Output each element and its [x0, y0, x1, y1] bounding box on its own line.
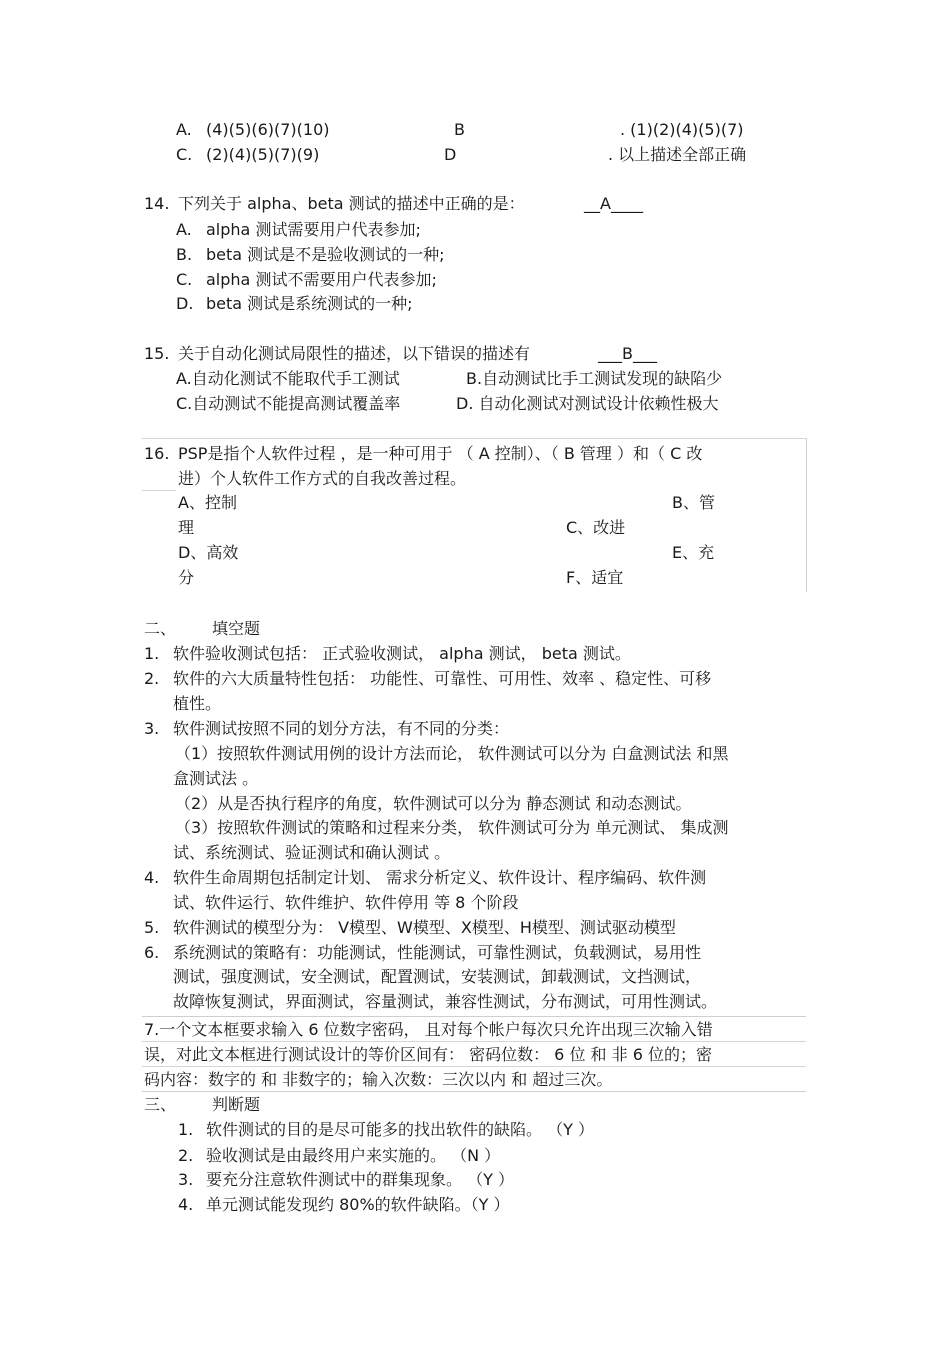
option-b: B.自动测试比手工测试发现的缺陷少: [466, 369, 723, 388]
item-text: 软件验收测试包括： 正式验收测试， alpha 测试， beta 测试。: [173, 644, 631, 663]
item-7-line-2: 误，对此文本框进行测试设计的等价区间有： 密码位数： 6 位 和 非 6 位的；密: [144, 1045, 712, 1064]
option-a: A.自动化测试不能取代手工测试: [176, 369, 400, 388]
item-text: （2）从是否执行程序的角度，软件测试可以分为 静态测试 和动态测试。: [175, 794, 692, 813]
option-text: alpha 测试不需要用户代表参加;: [206, 270, 437, 289]
item-7-line-3: 码内容：数字的 和 非数字的；输入次数：三次以内 和 超过三次。: [144, 1070, 613, 1089]
divider: [142, 1066, 806, 1067]
option-text-a: (4)(5)(6)(7)(10): [206, 120, 330, 139]
option-letter-d: D: [444, 145, 457, 164]
question-stem: 关于自动化测试局限性的描述，以下错误的描述有: [178, 344, 531, 363]
question-number: 16.: [144, 444, 170, 463]
item-number: 6.: [144, 943, 160, 962]
item-number: 2.: [178, 1146, 194, 1165]
option-b-continued: 理: [178, 518, 195, 537]
item-text: （3）按照软件测试的策略和过程来分类， 软件测试可分为 单元测试、 集成测: [175, 818, 729, 837]
question-stem: 下列关于 alpha、beta 测试的描述中正确的是：: [178, 194, 525, 213]
item-text: 验收测试是由最终用户来实施的。 （N ）: [206, 1146, 501, 1165]
option-letter-b: B: [454, 120, 465, 139]
option-b: B、管: [672, 493, 715, 512]
answer-blank: __A____: [584, 194, 643, 213]
item-number: 2.: [144, 669, 160, 688]
item-text: 软件的六大质量特性包括： 功能性、可靠性、可用性、效率 、稳定性、可移: [173, 669, 712, 688]
option-e-continued: 分: [178, 568, 195, 587]
option-d: D. 自动化测试对测试设计依赖性极大: [456, 394, 719, 413]
section-heading: 填空题: [212, 619, 261, 638]
item-text: 试、软件运行、软件维护、软件停用 等 8 个阶段: [173, 893, 519, 912]
option-text: beta 测试是系统测试的一种;: [206, 294, 413, 313]
item-text: 测试，强度测试，安全测试，配置测试，安装测试，卸载测试，文挡测试，: [173, 967, 702, 986]
item-text: 单元测试能发现约 80%的软件缺陷。（Y ）: [206, 1195, 510, 1214]
option-letter: A.: [176, 220, 192, 239]
question-number: 14.: [144, 194, 170, 213]
question-stem-line-1: PSP是指个人软件过程 ，是一种可用于 （ A 控制）、（ B 管理 ）和（ C 改: [178, 444, 703, 463]
option-text-d: . 以上描述全部正确: [608, 145, 747, 164]
item-number: 1.: [178, 1120, 194, 1139]
option-letter: C.: [176, 270, 193, 289]
answer-blank: ___B___: [598, 344, 657, 363]
item-text: 试、系统测试、验证测试和确认测试 。: [173, 843, 451, 862]
question-number: 15.: [144, 344, 170, 363]
item-text: 软件测试按照不同的划分方法，有不同的分类：: [173, 719, 510, 738]
option-text: alpha 测试需要用户代表参加;: [206, 220, 421, 239]
item-text: 盒测试法 。: [173, 769, 259, 788]
option-a: A、控制: [178, 493, 237, 512]
section-heading: 判断题: [212, 1095, 261, 1114]
question-stem-line-2: 进）个人软件工作方式的自我改善过程。: [178, 469, 467, 488]
option-text-b: . (1)(2)(4)(5)(7): [620, 120, 744, 139]
option-text-c: (2)(4)(5)(7)(9): [206, 145, 320, 164]
item-text: 软件测试的模型分为： V模型、W模型、X模型、H模型、测试驱动模型: [173, 918, 676, 937]
item-number: 5.: [144, 918, 160, 937]
option-letter: B.: [176, 245, 193, 264]
option-c: C、改进: [566, 518, 626, 537]
item-number: 4.: [178, 1195, 194, 1214]
item-number: 4.: [144, 868, 160, 887]
section-heading-number: 三、: [144, 1095, 177, 1114]
option-letter: D.: [176, 294, 194, 313]
item-text: 要充分注意软件测试中的群集现象。 （Y ）: [206, 1170, 514, 1189]
option-text: beta 测试是不是验收测试的一种;: [206, 245, 445, 264]
option-e: E、充: [672, 543, 715, 562]
item-text: 故障恢复测试，界面测试，容量测试，兼容性测试，分布测试，可用性测试。: [173, 992, 718, 1011]
option-f: F、适宜: [566, 568, 624, 587]
option-letter-a: A.: [176, 120, 192, 139]
divider: [142, 490, 176, 491]
section-heading-number: 二、: [144, 619, 177, 638]
item-text: （1）按照软件测试用例的设计方法而论， 软件测试可以分为 白盒测试法 和黑: [175, 744, 729, 763]
divider: [142, 1041, 806, 1042]
item-7-line-1: 7.一个文本框要求输入 6 位数字密码， 且对每个帐户每次只允许出现三次输入错: [144, 1020, 713, 1039]
option-d: D、高效: [178, 543, 239, 562]
item-text: 植性。: [173, 694, 222, 713]
option-c: C.自动测试不能提高测试覆盖率: [176, 394, 401, 413]
item-number: 1.: [144, 644, 160, 663]
option-letter-c: C.: [176, 145, 193, 164]
item-number: 3.: [178, 1170, 194, 1189]
item-number: 3.: [144, 719, 160, 738]
item-text: 软件测试的目的是尽可能多的找出软件的缺陷。 （Y ）: [206, 1120, 594, 1139]
item-text: 系统测试的策略有：功能测试，性能测试，可靠性测试，负载测试，易用性: [173, 943, 702, 962]
item-text: 软件生命周期包括制定计划、 需求分析定义、软件设计、程序编码、软件测: [173, 868, 707, 887]
